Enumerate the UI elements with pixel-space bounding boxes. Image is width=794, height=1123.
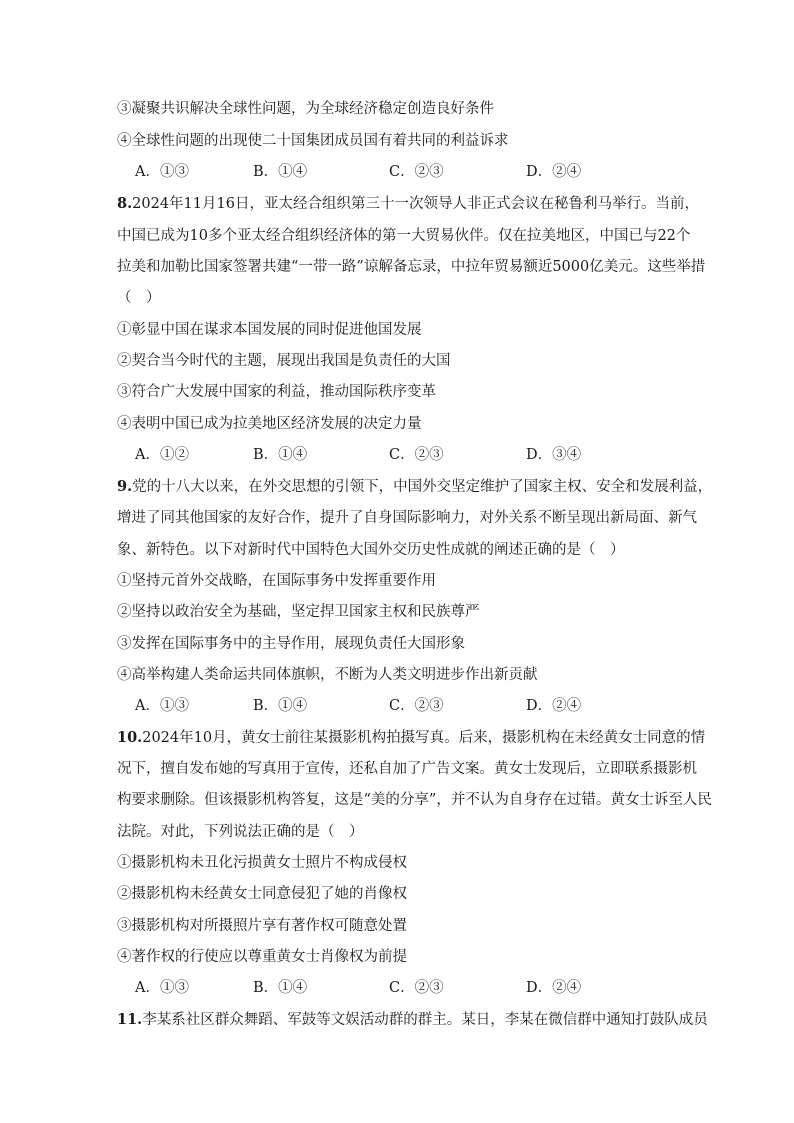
q10-stem-text: 2024年10月，黄女士前往某摄影机构拍摄写真。后来，摄影机构在未经黄女士同意的情 bbox=[142, 730, 706, 746]
q11-stem-line-1 bbox=[117, 1010, 708, 1030]
q11-number: 11. bbox=[117, 1011, 143, 1028]
q10-stem-line-1 bbox=[117, 728, 706, 748]
q9-item-3: ③发挥在国际事务中的主导作用，展现负责任大国形象 bbox=[117, 636, 465, 652]
q7-option-b[interactable]: B．①④ bbox=[253, 164, 308, 180]
q10-item-1: ①摄影机构未丑化污损黄女士照片不构成侵权 bbox=[117, 855, 407, 871]
q9-option-c[interactable]: C．②③ bbox=[389, 698, 444, 714]
q9-number: 9. bbox=[117, 478, 133, 495]
q8-option-d[interactable]: D．③④ bbox=[526, 447, 582, 463]
q9-stem-line-2: 增进了同其他国家的友好合作，提升了自身国际影响力，对外关系不断呈现出新局面、新气 bbox=[117, 510, 697, 526]
q8-option-b[interactable]: B．①④ bbox=[253, 447, 308, 463]
q10-stem-line-4: 法院。对此，下列说法正确的是（ ） bbox=[117, 824, 364, 840]
q8-item-1: ①彰显中国在谋求本国发展的同时促进他国发展 bbox=[117, 322, 422, 338]
q8-number: 8. bbox=[117, 195, 133, 212]
q9-option-b[interactable]: B．①④ bbox=[253, 698, 308, 714]
q10-stem-line-3: 构要求删除。但该摄影机构答复，这是“美的分享”，并不认为自身存在过错。黄女士诉至人民 bbox=[117, 792, 712, 808]
q8-item-2: ②契合当今时代的主题，展现出我国是负责任的大国 bbox=[117, 353, 451, 369]
q9-stem-text: 党的十八大以来，在外交思想的引领下，中国外交坚定维护了国家主权、安全和发展利益， bbox=[132, 479, 713, 495]
q8-item-3: ③符合广大发展中国家的利益，推动国际秩序变革 bbox=[117, 384, 436, 400]
q10-item-3: ③摄影机构对所摄照片享有著作权可随意处置 bbox=[117, 918, 407, 934]
q9-stem-line-3: 象、新特色。以下对新时代中国特色大国外交历史性成就的阐述正确的是（ ） bbox=[117, 542, 625, 558]
q8-options bbox=[135, 445, 695, 465]
q9-option-a[interactable]: A．①③ bbox=[135, 698, 189, 714]
q8-option-a[interactable]: A．①② bbox=[135, 447, 189, 463]
q7-option-c[interactable]: C．②③ bbox=[389, 164, 444, 180]
q9-option-d[interactable]: D．②④ bbox=[526, 698, 582, 714]
q10-options bbox=[135, 978, 695, 998]
q7-options bbox=[135, 162, 695, 182]
q10-item-2: ②摄影机构未经黄女士同意侵犯了她的肖像权 bbox=[117, 886, 407, 902]
q8-stem-line-1 bbox=[117, 194, 699, 214]
q9-item-1: ①坚持元首外交战略，在国际事务中发挥重要作用 bbox=[117, 573, 436, 589]
q8-answer-blank: （ ） bbox=[117, 290, 161, 306]
q7-item-3: ③凝聚共识解决全球性问题，为全球经济稳定创造良好条件 bbox=[117, 101, 494, 117]
q11-stem-text: 李某系社区群众舞蹈、军鼓等文娱活动群的群主。某日，李某在微信群中通知打鼓队成员 bbox=[142, 1012, 708, 1028]
q10-option-a[interactable]: A．①③ bbox=[135, 980, 189, 996]
q7-option-a[interactable]: A．①③ bbox=[135, 164, 189, 180]
q8-stem-text: 2024年11月16日，亚太经合组织第三十一次领导人非正式会议在秘鲁利马举行。当前， bbox=[132, 196, 699, 212]
q10-option-d[interactable]: D．②④ bbox=[526, 980, 582, 996]
q7-item-4: ④全球性问题的出现使二十国集团成员国有着共同的利益诉求 bbox=[117, 133, 509, 149]
q8-stem-line-3: 拉美和加勒比国家签署共建“一带一路”谅解备忘录，中拉年贸易额近5000亿美元。这些举措 bbox=[117, 259, 706, 275]
q10-number: 10. bbox=[117, 729, 143, 746]
q9-options bbox=[135, 696, 695, 716]
q10-option-b[interactable]: B．①④ bbox=[253, 980, 308, 996]
q10-item-4: ④著作权的行使应以尊重黄女士肖像权为前提 bbox=[117, 949, 407, 965]
q8-item-4: ④表明中国已成为拉美地区经济发展的决定力量 bbox=[117, 416, 422, 432]
q9-item-2: ②坚持以政治安全为基础，坚定捍卫国家主权和民族尊严 bbox=[117, 604, 480, 620]
q10-option-c[interactable]: C．②③ bbox=[389, 980, 444, 996]
q10-stem-line-2: 况下，擅自发布她的写真用于宣传，还私自加了广告文案。黄女士发现后，立即联系摄影机 bbox=[117, 761, 697, 777]
q8-stem-line-2: 中国已成为10多个亚太经合组织经济体的第一大贸易伙伴。仅在拉美地区，中国已与22个 bbox=[117, 228, 691, 244]
q9-item-4: ④高举构建人类命运共同体旗帜，不断为人类文明进步作出新贡献 bbox=[117, 667, 538, 683]
q9-stem-line-1 bbox=[117, 477, 713, 497]
q8-option-c[interactable]: C．②③ bbox=[389, 447, 444, 463]
q7-option-d[interactable]: D．②④ bbox=[526, 164, 582, 180]
